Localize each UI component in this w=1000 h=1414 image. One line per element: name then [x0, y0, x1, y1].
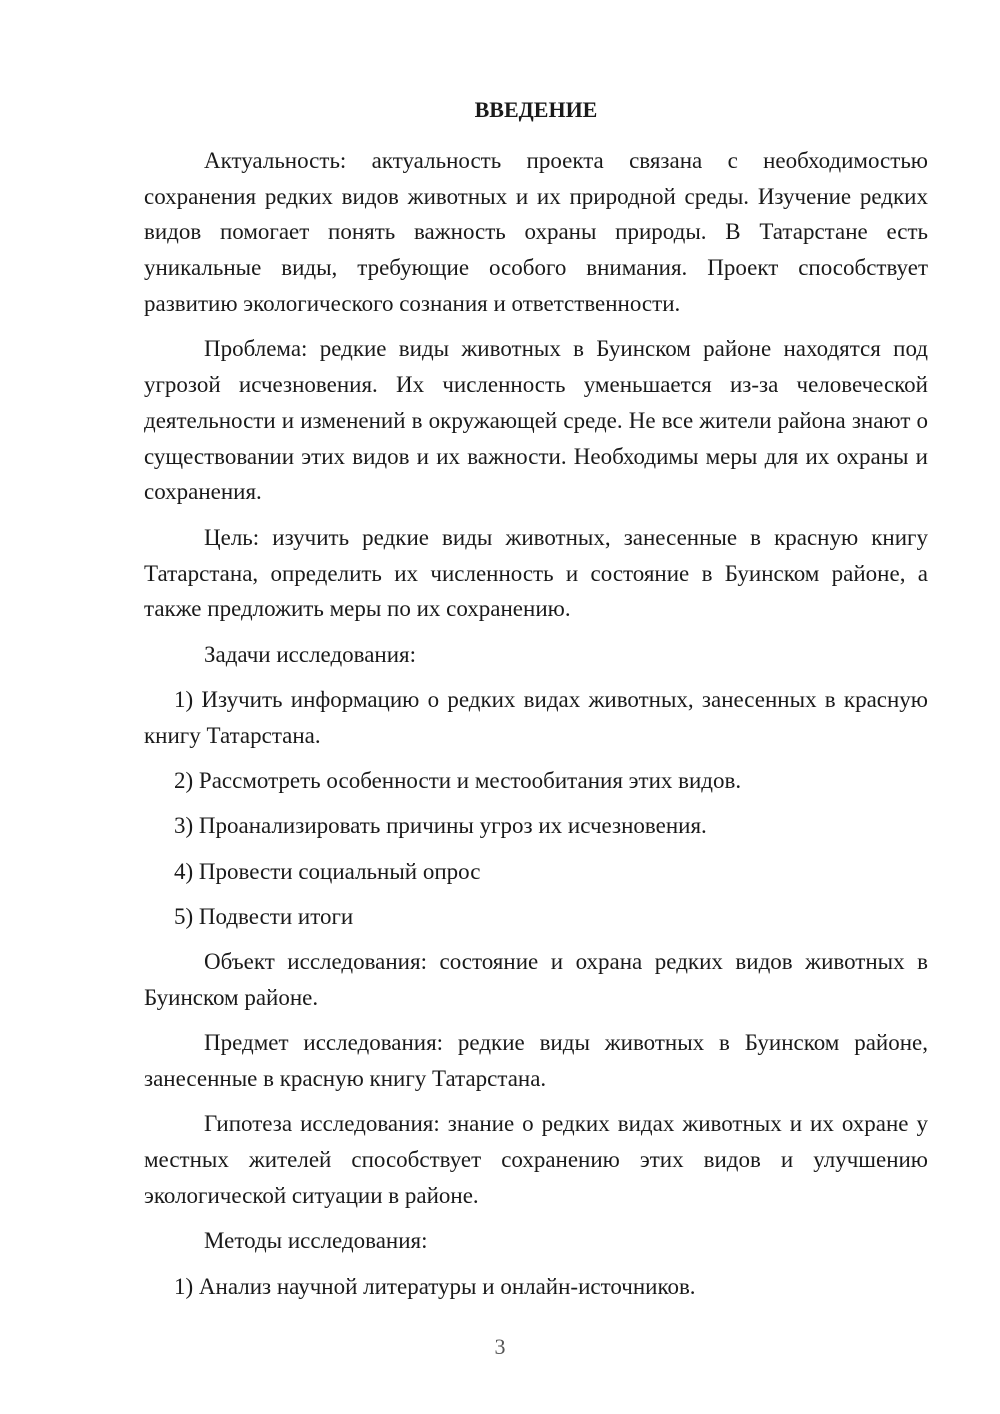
- section-title: ВВЕДЕНИЕ: [474, 97, 598, 122]
- problem-paragraph: Проблема: редкие виды животных в Буинском районе находятся под угрозой исчезновения. Их численность уменьшается из-за человеческой деятельности и изменений в окружающей среде. Не все жители района знают о существовании этих видов и их важности. Необходимы меры для их охраны и сохранения.: [144, 336, 928, 505]
- tasks-heading: Задачи исследования:: [204, 641, 417, 667]
- page-number: 3: [494, 1334, 506, 1359]
- task-item-2: 2) Рассмотреть особенности и местообитания этих видов.: [174, 768, 742, 794]
- document-body: [144, 92, 928, 1314]
- task-item-5: 5) Подвести итоги: [174, 903, 354, 929]
- task-item-4: 4) Провести социальный опрос: [174, 858, 481, 884]
- research-subject-paragraph: Предмет исследования: редкие виды животных в Буинском районе, занесенные в красную книгу Татарстана.: [144, 1030, 928, 1092]
- task-item-1: 1) Изучить информацию о редких видах животных, занесенных в красную книгу Татарстана.: [144, 686, 928, 748]
- hypothesis-paragraph: Гипотеза исследования: знание о редких видах животных и их охране у местных жителей способствует сохранению этих видов и улучшению экологической ситуации в районе.: [144, 1111, 928, 1209]
- method-item-1: 1) Анализ научной литературы и онлайн-источников.: [174, 1273, 696, 1299]
- research-object-paragraph: Объект исследования: состояние и охрана редких видов животных в Буинском районе.: [144, 949, 928, 1011]
- relevance-paragraph: Актуальность: актуальность проекта связана с необходимостью сохранения редких видов животных и их природной среды. Изучение редких видов помогает понять важность охраны природы. В Татарстане есть уникальные виды, требующие особого внимания. Проект способствует развитию экологического сознания и ответственности.: [144, 147, 928, 316]
- goal-paragraph: Цель: изучить редкие виды животных, занесенные в красную книгу Татарстана, определить их численность и состояние в Буинском районе, а также предложить меры по их сохранению.: [144, 524, 928, 622]
- methods-heading: Методы исследования:: [204, 1228, 428, 1254]
- task-item-3: 3) Проанализировать причины угроз их исчезновения.: [174, 813, 707, 839]
